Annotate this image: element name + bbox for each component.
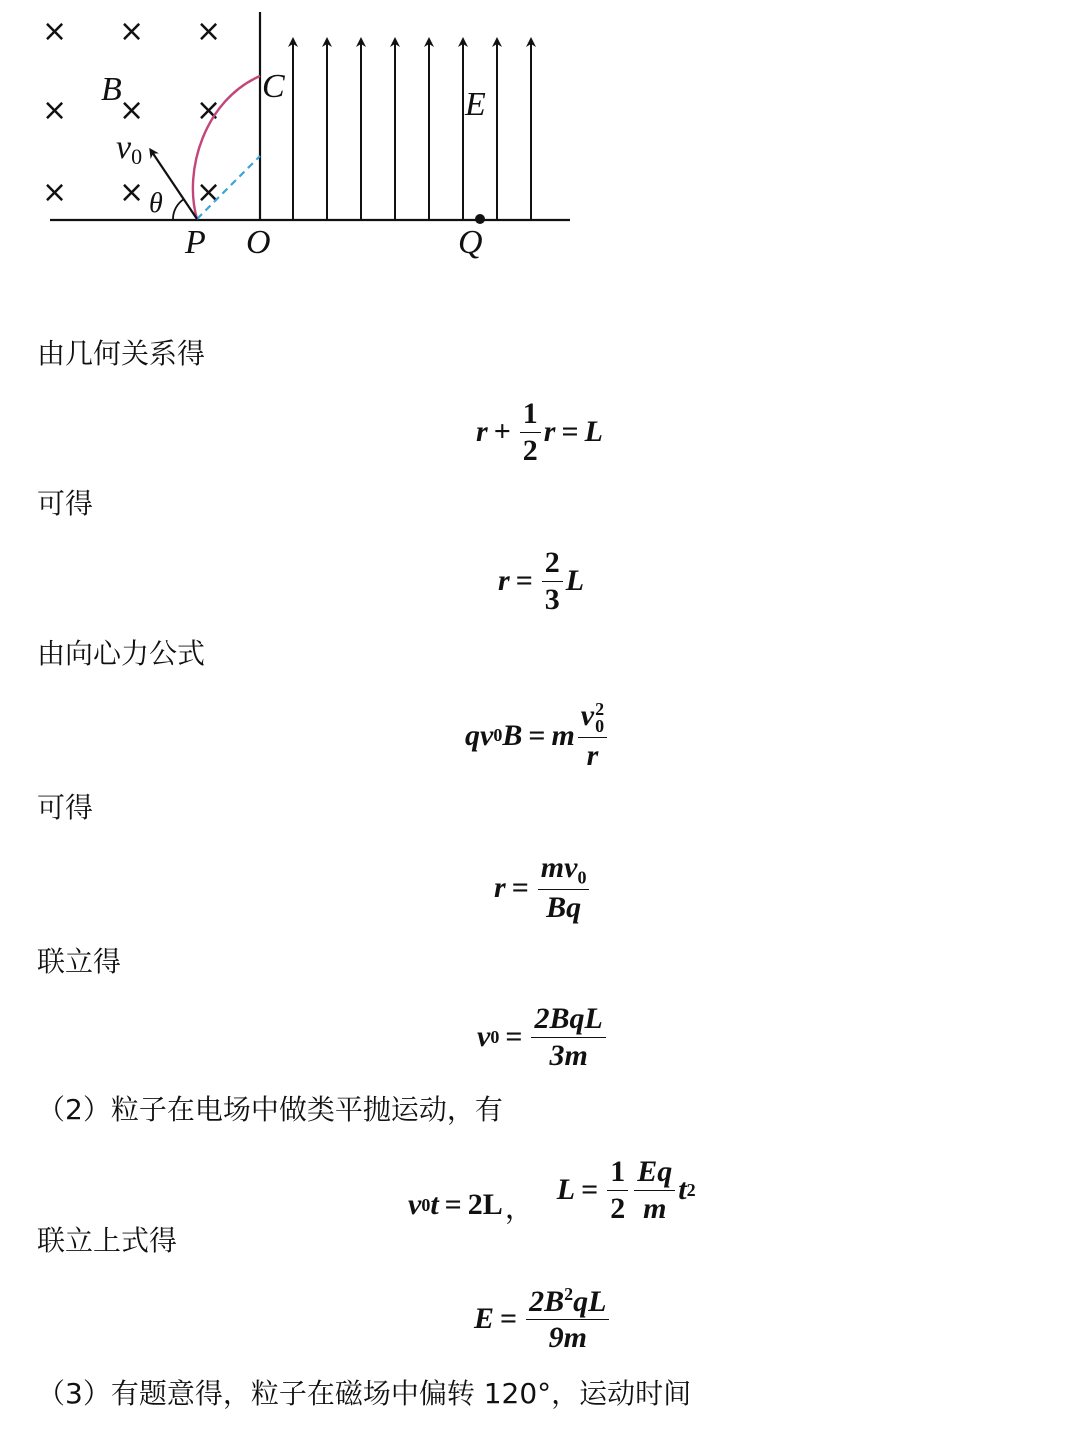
text-part-2: （2）粒子在电场中做类平抛运动，有	[37, 1093, 503, 1126]
cross-icon: ×	[196, 14, 222, 49]
text-lianli-shang: 联立上式得	[37, 1224, 178, 1257]
electric-field-arrows	[293, 42, 531, 220]
equation-3: q v 0 B = m v 2 0 r	[465, 700, 610, 772]
equation-4: r = $\frac{mv_0}{Bq}$	[494, 852, 592, 924]
label-p: P	[185, 224, 206, 261]
cross-icon: ×	[119, 175, 145, 210]
text-lianli: 联立得	[37, 945, 122, 978]
equation-7: E = $\frac{2B^2qL}{9m}$	[474, 1285, 612, 1354]
text-geometry: 由几何关系得	[37, 337, 206, 370]
text-part-3: （3）有题意得，粒子在磁场中偏转 120°，运动时间	[37, 1377, 692, 1410]
cross-icon: ×	[42, 93, 68, 128]
label-o: O	[246, 224, 271, 261]
cross-icon: ×	[42, 14, 68, 49]
cross-icon: ×	[119, 93, 145, 128]
label-c: C	[262, 68, 285, 105]
label-theta: θ	[149, 188, 163, 219]
cross-icon: ×	[196, 93, 222, 128]
theta-angle-arc	[173, 199, 184, 219]
text-keyi-1: 可得	[37, 487, 94, 520]
cross-icon: ×	[119, 14, 145, 49]
equation-2: r = $\frac{2}{3}$ L	[498, 546, 585, 616]
physics-figure	[0, 0, 600, 300]
cross-icon: ×	[196, 175, 222, 210]
label-v0: v0	[116, 129, 143, 169]
equation-5: v 0 = $\frac{\text{2BqL}}{3m}$	[477, 1003, 609, 1071]
label-q: Q	[458, 224, 483, 261]
text-centripetal: 由向心力公式	[37, 637, 206, 670]
label-b: B	[101, 71, 122, 108]
equation-6: v 0 t = 2L ， L = $\frac{1}{2}$ $\frac{Eq}{m}$ t 2	[408, 1155, 696, 1225]
text-keyi-2: 可得	[37, 791, 94, 824]
cross-icon: ×	[42, 175, 68, 210]
label-e: E	[465, 86, 486, 123]
equation-1: r + $\frac{1}{2}$ r = L	[476, 397, 603, 467]
point-q-dot	[475, 214, 485, 224]
